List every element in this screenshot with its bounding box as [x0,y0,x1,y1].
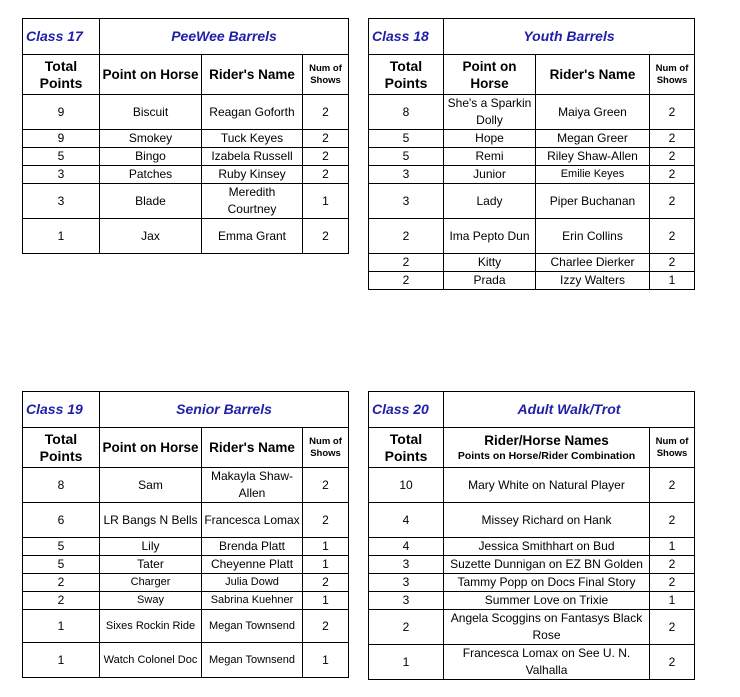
total-points: 3 [369,556,444,574]
rider-horse-name: Francesca Lomax on See U. N. Valhalla [444,645,650,680]
num-shows: 2 [650,95,695,130]
rider-horse-name: Mary White on Natural Player [444,468,650,503]
rider-name: Brenda Platt [202,538,303,556]
table-row [369,166,695,184]
rider-name: Emilie Keyes [536,166,650,184]
horse-name: Bingo [100,148,202,166]
rider-name: Emma Grant [202,219,303,254]
rider-name: Izzy Walters [536,272,650,290]
horse-name: Jax [100,219,202,254]
rider-name: Meredith Courtney [202,184,303,219]
table-row [23,130,349,148]
total-points: 9 [23,130,100,148]
header-total-points: Total Points [369,55,444,95]
table-row [23,95,349,130]
horse-name: Hope [444,130,536,148]
rider-name: Ruby Kinsey [202,166,303,184]
num-shows: 2 [303,574,349,592]
num-shows: 2 [650,574,695,592]
total-points: 3 [369,592,444,610]
total-points: 3 [369,574,444,592]
num-shows: 2 [303,148,349,166]
class-number: Class 19 [23,392,100,428]
num-shows: 2 [650,503,695,538]
rider-name: Reagan Goforth [202,95,303,130]
horse-name: Sixes Rockin Ride [100,610,202,643]
horse-name: Tater [100,556,202,574]
num-shows: 2 [650,645,695,680]
total-points: 2 [369,254,444,272]
total-points: 3 [23,184,100,219]
horse-name: Sway [100,592,202,610]
total-points: 2 [369,610,444,645]
class-title: Youth Barrels [444,19,695,55]
total-points: 1 [23,643,100,678]
horse-name: Sam [100,468,202,503]
header-subtitle: Points on Horse/Rider Combination [457,450,636,462]
table-row [369,254,695,272]
num-shows: 2 [650,468,695,503]
total-points: 8 [23,468,100,503]
class-20-table [368,391,695,680]
table-row [369,592,695,610]
total-points: 2 [23,574,100,592]
num-shows: 1 [650,592,695,610]
rider-name: Tuck Keyes [202,130,303,148]
table-row [369,95,695,130]
horse-name: Kitty [444,254,536,272]
class-17-table [22,18,349,254]
rider-name: Izabela Russell [202,148,303,166]
table-row [23,184,349,219]
num-shows: 2 [650,610,695,645]
class-19-table [22,391,349,678]
table-row [23,219,349,254]
header-total-points: Total Points [23,428,100,468]
num-shows: 2 [650,219,695,254]
num-shows: 1 [303,592,349,610]
num-shows: 1 [650,272,695,290]
table-row [23,468,349,503]
rider-name: Cheyenne Platt [202,556,303,574]
total-points: 8 [369,95,444,130]
total-points: 2 [369,219,444,254]
table-row [369,184,695,219]
table-row [369,468,695,503]
header-num-of-shows: Num of Shows [650,55,695,95]
total-points: 3 [369,166,444,184]
table-row [23,592,349,610]
total-points: 4 [369,503,444,538]
num-shows: 2 [650,148,695,166]
header-riders-name: Rider's Name [202,428,303,468]
table-row [23,503,349,538]
horse-name: LR Bangs N Bells [100,503,202,538]
num-shows: 2 [650,556,695,574]
num-shows: 1 [650,538,695,556]
table-row [23,556,349,574]
class-title: Adult Walk/Trot [444,392,695,428]
num-shows: 2 [303,468,349,503]
table-row [23,574,349,592]
class-number: Class 20 [369,392,444,428]
horse-name: Charger [100,574,202,592]
total-points: 9 [23,95,100,130]
total-points: 5 [369,148,444,166]
rider-horse-name: Missey Richard on Hank [444,503,650,538]
table-row [369,272,695,290]
header-num-of-shows: Num of Shows [303,428,349,468]
table-row [23,166,349,184]
total-points: 5 [23,538,100,556]
rider-name: Charlee Dierker [536,254,650,272]
table-row [369,219,695,254]
header-rider-horse-names: Rider/Horse Names Points on Horse/Rider Combination [444,428,650,468]
rider-name: Piper Buchanan [536,184,650,219]
rider-name: Megan Townsend [202,643,303,678]
num-shows: 1 [303,643,349,678]
header-riders-name: Rider's Name [202,55,303,95]
horse-name: Lily [100,538,202,556]
num-shows: 1 [303,556,349,574]
rider-name: Sabrina Kuehner [202,592,303,610]
total-points: 10 [369,468,444,503]
header-total-points: Total Points [369,428,444,468]
rider-horse-name: Tammy Popp on Docs Final Story [444,574,650,592]
num-shows: 2 [303,166,349,184]
header-num-of-shows: Num of Shows [303,55,349,95]
table-row [23,148,349,166]
rider-horse-name: Jessica Smithhart on Bud [444,538,650,556]
num-shows: 1 [303,184,349,219]
rider-name: Megan Greer [536,130,650,148]
class-18-table [368,18,695,290]
table-row [369,503,695,538]
horse-name: Junior [444,166,536,184]
rider-horse-name: Suzette Dunnigan on EZ BN Golden [444,556,650,574]
horse-name: Watch Colonel Doc [100,643,202,678]
horse-name: Remi [444,148,536,166]
horse-name: Blade [100,184,202,219]
total-points: 2 [369,272,444,290]
table-row [369,130,695,148]
horse-name: Ima Pepto Dun [444,219,536,254]
total-points: 2 [23,592,100,610]
rider-name: Erin Collins [536,219,650,254]
num-shows: 2 [303,95,349,130]
rider-horse-name: Summer Love on Trixie [444,592,650,610]
horse-name: Patches [100,166,202,184]
table-row [369,610,695,645]
table-row [369,574,695,592]
table-row [369,538,695,556]
num-shows: 2 [303,610,349,643]
rider-name: Maiya Green [536,95,650,130]
total-points: 6 [23,503,100,538]
table-row [23,610,349,643]
total-points: 1 [369,645,444,680]
header-num-of-shows: Num of Shows [650,428,695,468]
rider-name: Makayla Shaw-Allen [202,468,303,503]
num-shows: 2 [303,503,349,538]
header-point-on-horse: Point on Horse [100,55,202,95]
class-number: Class 18 [369,19,444,55]
num-shows: 2 [650,166,695,184]
rider-name: Julia Dowd [202,574,303,592]
header-point-on-horse: Point on Horse [444,55,536,95]
rider-name: Francesca Lomax [202,503,303,538]
table-row [23,538,349,556]
num-shows: 2 [303,130,349,148]
total-points: 5 [369,130,444,148]
num-shows: 2 [650,184,695,219]
table-row [369,645,695,680]
header-total-points: Total Points [23,55,100,95]
table-row [23,643,349,678]
total-points: 4 [369,538,444,556]
horse-name: Biscuit [100,95,202,130]
table-row [369,148,695,166]
horse-name: She's a Sparkin Dolly [444,95,536,130]
rider-name: Megan Townsend [202,610,303,643]
horse-name: Smokey [100,130,202,148]
num-shows: 2 [650,254,695,272]
class-number: Class 17 [23,19,100,55]
num-shows: 1 [303,538,349,556]
total-points: 1 [23,219,100,254]
rider-name: Riley Shaw-Allen [536,148,650,166]
class-title: PeeWee Barrels [100,19,349,55]
horse-name: Prada [444,272,536,290]
horse-name: Lady [444,184,536,219]
rider-horse-name: Angela Scoggins on Fantasys Black Rose [444,610,650,645]
num-shows: 2 [650,130,695,148]
num-shows: 2 [303,219,349,254]
class-title: Senior Barrels [100,392,349,428]
header-riders-name: Rider's Name [536,55,650,95]
header-point-on-horse: Point on Horse [100,428,202,468]
total-points: 3 [369,184,444,219]
table-row [369,556,695,574]
total-points: 5 [23,148,100,166]
total-points: 5 [23,556,100,574]
total-points: 1 [23,610,100,643]
total-points: 3 [23,166,100,184]
